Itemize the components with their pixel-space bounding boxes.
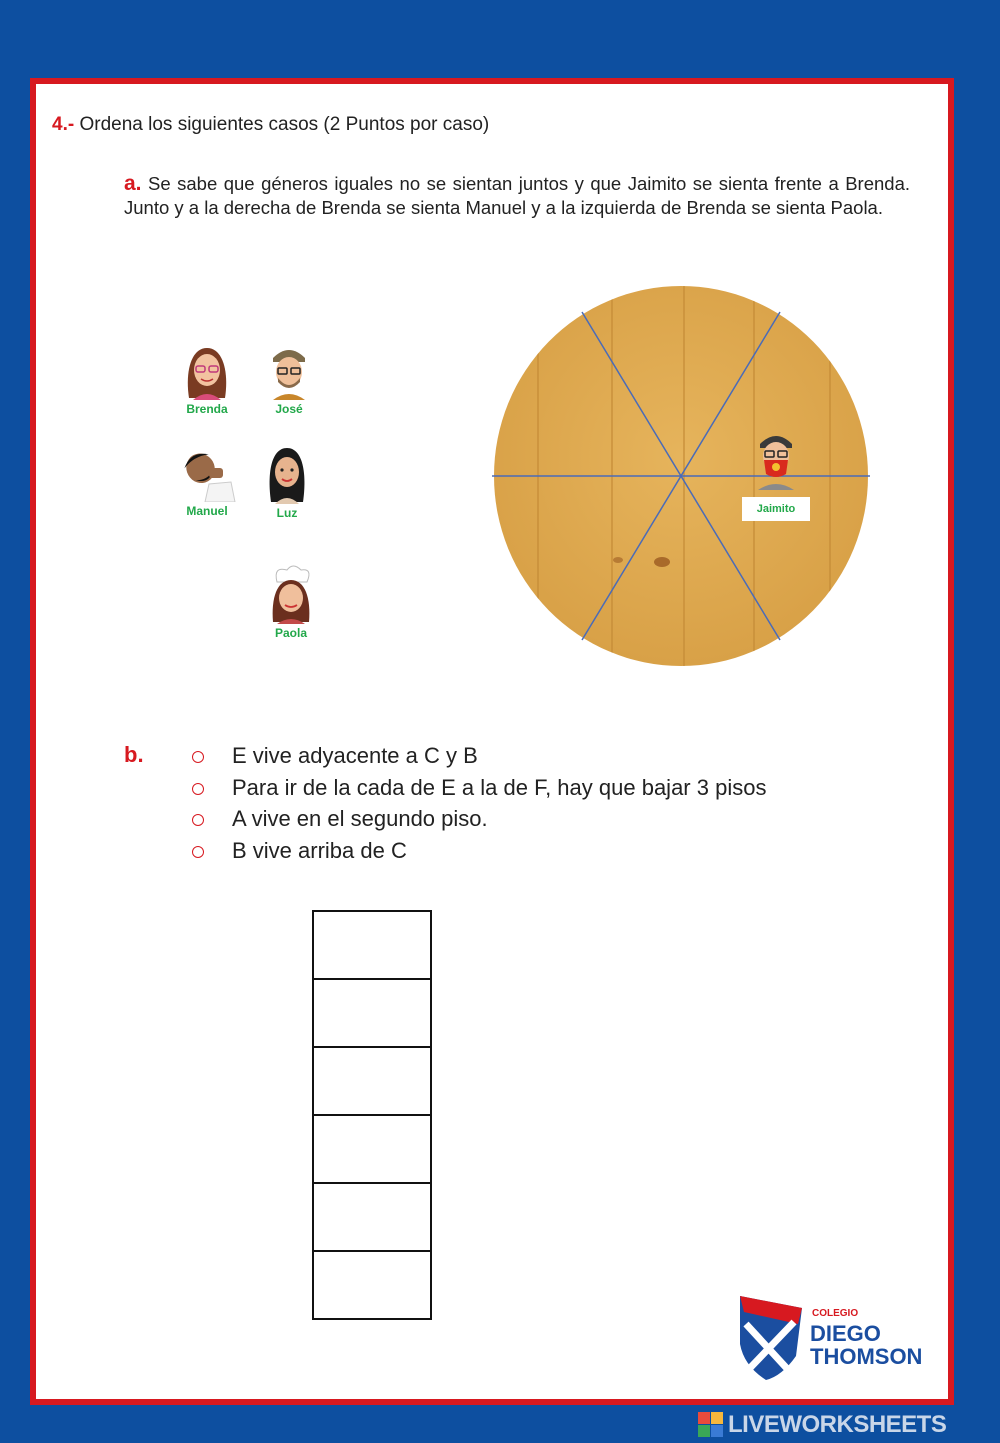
jose-avatar-icon — [263, 342, 315, 400]
logo-line1: DIEGO — [810, 1321, 881, 1346]
circle-bullet-icon — [192, 783, 204, 795]
part-a-paragraph — [124, 172, 910, 220]
round-table[interactable] — [492, 284, 870, 668]
question-title — [52, 114, 489, 136]
person-manuel[interactable] — [172, 440, 242, 518]
clue-text: E vive adyacente a C y B — [232, 743, 478, 768]
luz-name: Luz — [276, 506, 298, 520]
circle-bullet-icon — [192, 846, 204, 858]
part-a-text: Se sabe que géneros iguales no se sientan juntos y que Jaimito se sienta frente a Brenda. Junto y a la derecha de Brenda se sienta Manuel y a la izquierda de Brenda se sienta Paola. — [124, 173, 911, 218]
school-logo — [736, 1294, 936, 1384]
school-shield-icon — [736, 1294, 806, 1380]
floor-slot-5[interactable] — [312, 978, 432, 1046]
seat-jaimito — [742, 430, 810, 521]
part-a-letter: a. — [124, 172, 142, 195]
clue-text: A vive en el segundo piso. — [232, 806, 488, 831]
clue-text: Para ir de la cada de E a la de F, hay que bajar 3 pisos — [232, 774, 767, 800]
person-luz[interactable] — [252, 444, 322, 520]
floor-slot-3[interactable] — [312, 1114, 432, 1182]
luz-avatar-icon — [261, 444, 313, 504]
clue-item — [192, 774, 832, 806]
clue-item — [192, 742, 832, 774]
logo-line2: THOMSON — [810, 1344, 923, 1369]
person-jose[interactable] — [254, 342, 324, 416]
floor-slot-6[interactable] — [312, 910, 432, 978]
paola-avatar-icon — [263, 562, 319, 624]
clue-list — [192, 742, 832, 868]
brenda-avatar-icon — [181, 342, 233, 400]
floor-slot-1[interactable] — [312, 1250, 432, 1320]
manuel-name: Manuel — [186, 504, 228, 518]
liveworksheets-logo-icon — [698, 1412, 724, 1438]
brenda-name: Brenda — [186, 402, 228, 416]
watermark-text: LIVEWORKSHEETS — [728, 1411, 947, 1438]
circle-bullet-icon — [192, 814, 204, 826]
manuel-avatar-icon — [175, 440, 239, 502]
liveworksheets-watermark — [698, 1410, 996, 1438]
building-floors — [312, 910, 432, 1320]
clue-text: B vive arriba de C — [232, 837, 407, 863]
question-text: Ordena los siguientes casos (2 Puntos por caso) — [79, 114, 490, 135]
circle-bullet-icon — [192, 751, 204, 763]
clue-item — [192, 805, 832, 837]
worksheet-page — [30, 78, 954, 1405]
part-b-letter: b. — [124, 742, 144, 767]
jose-name: José — [275, 402, 303, 416]
question-number: 4.- — [52, 114, 75, 135]
logo-small-text: COLEGIO — [812, 1308, 859, 1319]
jaimito-avatar-icon — [754, 430, 798, 490]
person-paola[interactable] — [256, 562, 326, 640]
clue-item — [192, 837, 832, 869]
floor-slot-4[interactable] — [312, 1046, 432, 1114]
jaimito-label: Jaimito — [742, 497, 810, 521]
floor-slot-2[interactable] — [312, 1182, 432, 1250]
person-brenda[interactable] — [172, 342, 242, 416]
paola-name: Paola — [274, 626, 307, 640]
